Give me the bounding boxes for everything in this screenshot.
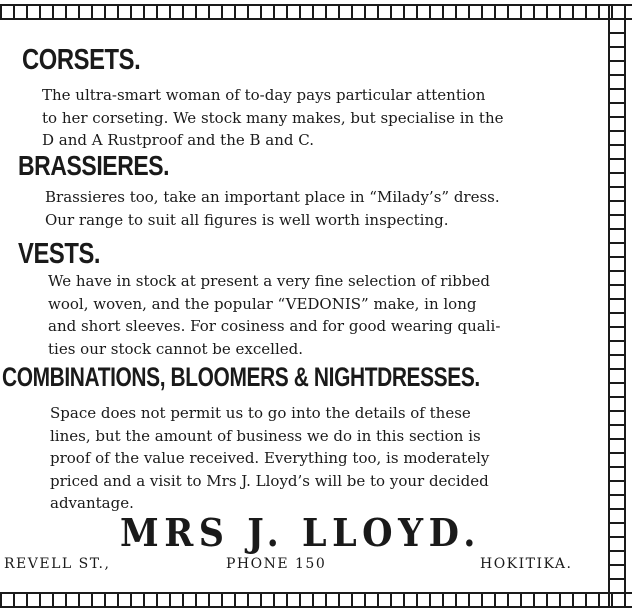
paragraph-line: advantage.: [50, 494, 134, 513]
paragraph-line: ties our stock cannot be excelled.: [48, 339, 304, 358]
paragraph-line: wool, woven, and the popular “VEDONIS” make, in long: [48, 294, 477, 313]
paragraph-line: Brassieres too, take an important place in “Milady’s” dress.: [45, 188, 500, 206]
heading-combinations: COMBINATIONS, BLOOMERS & NIGHTDRESSES.: [2, 362, 480, 392]
paragraph-line: proof of the value received. Everything too, is moderately: [50, 449, 490, 468]
paragraph-line: lines, but the amount of business we do in this section is: [50, 426, 481, 445]
decorative-border-bottom: [0, 592, 632, 608]
decorative-border-top: [0, 4, 632, 20]
paragraph-line: We have in stock at present a very fine selection of ribbed: [48, 272, 490, 290]
paragraph-line: priced and a visit to Mrs J. Lloyd’s will be to your decided: [50, 471, 489, 490]
paragraph-brassieres: [45, 186, 583, 231]
paragraph-line: Our range to suit all figures is well worth inspecting.: [45, 210, 449, 229]
footer-town: HOKITIKA.: [480, 556, 573, 572]
heading-brassieres: BRASSIERES.: [18, 150, 170, 181]
paragraph-vests: [48, 270, 584, 360]
paragraph-line: and short sleeves. For cosiness and for good wearing quali-: [48, 317, 501, 336]
shop-signature: MRS J. LLOYD.: [120, 510, 481, 555]
paragraph-line: The ultra-smart woman of to-day pays particular attention: [42, 86, 486, 104]
paragraph-corsets: [42, 84, 582, 152]
paragraph-line: Space does not permit us to go into the details of these: [50, 404, 471, 422]
paragraph-combinations: [50, 402, 584, 515]
footer-phone: PHONE 150: [226, 556, 327, 572]
decorative-border-right: [608, 4, 626, 608]
paragraph-line: D and A Rustproof and the B and C.: [42, 131, 314, 150]
heading-vests: VESTS.: [18, 238, 101, 270]
paragraph-line: to her corseting. We stock many makes, but specialise in the: [42, 108, 504, 127]
footer-street: REVELL ST.,: [4, 556, 111, 572]
heading-corsets: CORSETS.: [22, 44, 141, 76]
